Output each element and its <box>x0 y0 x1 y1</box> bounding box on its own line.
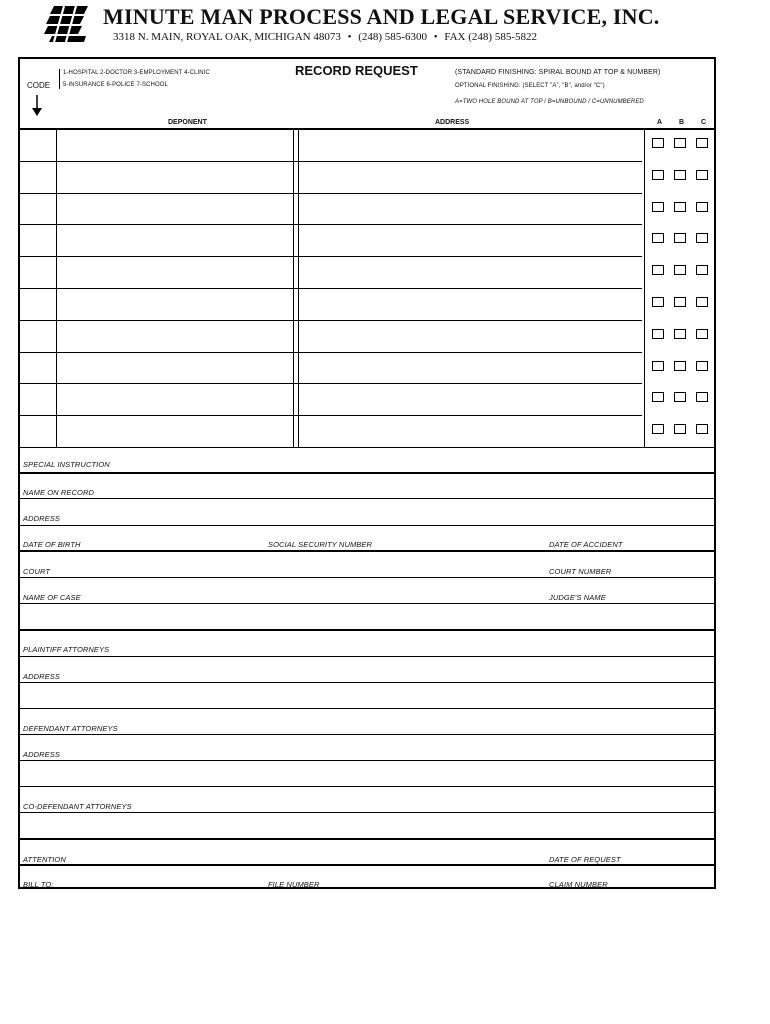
option-c-checkbox[interactable] <box>696 265 708 275</box>
date-of-request-label: DATE OF REQUEST <box>549 855 621 864</box>
defendant-attorneys-label: DEFENDANT ATTORNEYS <box>23 724 118 733</box>
arrow-down-icon <box>32 95 42 117</box>
company-logo <box>44 6 90 42</box>
street-address: 3318 N. MAIN, ROYAL OAK, MICHIGAN 48073 <box>113 31 341 43</box>
option-c-header: C <box>701 119 707 126</box>
phone-number: (248) 585-6300 <box>358 31 427 43</box>
defendant-address-label: ADDRESS <box>23 750 60 759</box>
code-cell[interactable] <box>20 224 56 256</box>
option-b-header: B <box>679 119 685 126</box>
option-b-checkbox[interactable] <box>674 297 686 307</box>
section-rule <box>20 629 714 631</box>
address-cell[interactable] <box>299 224 644 256</box>
special-instruction-label: SPECIAL INSTRUCTION <box>23 460 110 469</box>
option-a-checkbox[interactable] <box>652 392 664 402</box>
address-cell[interactable] <box>299 193 644 225</box>
court-label: COURT <box>23 567 51 576</box>
option-c-checkbox[interactable] <box>696 297 708 307</box>
section-rule <box>20 472 714 474</box>
deponent-cell[interactable] <box>57 224 293 256</box>
bullet-separator: • <box>433 31 438 43</box>
option-b-checkbox[interactable] <box>674 424 686 434</box>
field-rule <box>20 760 714 761</box>
section-rule <box>20 550 714 552</box>
codes-line-2: 5-INSURANCE 6-POLICE 7-SCHOOL <box>63 82 168 88</box>
table-row <box>20 256 714 288</box>
code-cell[interactable] <box>20 161 56 193</box>
deponent-cell[interactable] <box>57 383 293 415</box>
code-label: CODE <box>27 81 51 90</box>
codefendant-attorneys-label: CO-DEFENDANT ATTORNEYS <box>23 802 132 811</box>
file-number-label: FILE NUMBER <box>268 880 320 889</box>
option-a-checkbox[interactable] <box>652 424 664 434</box>
address-cell[interactable] <box>299 288 644 320</box>
bullet-separator: • <box>347 31 352 43</box>
name-of-case-label: NAME OF CASE <box>23 593 81 602</box>
address-cell[interactable] <box>299 256 644 288</box>
option-a-checkbox[interactable] <box>652 202 664 212</box>
option-c-checkbox[interactable] <box>696 424 708 434</box>
address-cell[interactable] <box>299 415 644 447</box>
date-of-birth-label: DATE OF BIRTH <box>23 540 81 549</box>
option-a-checkbox[interactable] <box>652 233 664 243</box>
table-row <box>20 161 714 193</box>
judges-name-label: JUDGE'S NAME <box>549 593 606 602</box>
option-b-checkbox[interactable] <box>674 233 686 243</box>
code-cell[interactable] <box>20 193 56 225</box>
option-c-checkbox[interactable] <box>696 170 708 180</box>
claim-number-label: CLAIM NUMBER <box>549 880 608 889</box>
deponent-cell[interactable] <box>57 193 293 225</box>
deponent-cell[interactable] <box>57 320 293 352</box>
plaintiff-attorneys-label: PLAINTIFF ATTORNEYS <box>23 645 110 654</box>
bill-to-label: BILL TO: <box>23 880 54 889</box>
deponent-cell[interactable] <box>57 288 293 320</box>
address-cell[interactable] <box>299 383 644 415</box>
option-b-checkbox[interactable] <box>674 138 686 148</box>
field-rule <box>20 656 714 657</box>
option-b-checkbox[interactable] <box>674 392 686 402</box>
optional-finishing-note: OPTIONAL FINISHING: (SELECT "A", "B", and/or "C") <box>455 83 605 89</box>
table-row <box>20 352 714 384</box>
company-name: MINUTE MAN PROCESS AND LEGAL SERVICE, INC. <box>103 4 660 29</box>
deponent-cell[interactable] <box>57 161 293 193</box>
section-rule <box>20 838 714 840</box>
field-rule <box>20 577 714 578</box>
option-a-checkbox[interactable] <box>652 138 664 148</box>
standard-finishing-note: (STANDARD FINISHING: SPIRAL BOUND AT TOP & NUMBER) <box>455 69 661 76</box>
code-cell[interactable] <box>20 288 56 320</box>
option-a-checkbox[interactable] <box>652 329 664 339</box>
code-cell[interactable] <box>20 383 56 415</box>
option-b-checkbox[interactable] <box>674 361 686 371</box>
code-cell[interactable] <box>20 352 56 384</box>
form-title: RECORD REQUEST <box>295 63 418 78</box>
address-label: ADDRESS <box>23 514 60 523</box>
field-rule <box>20 682 714 683</box>
option-c-checkbox[interactable] <box>696 392 708 402</box>
date-of-accident-label: DATE OF ACCIDENT <box>549 540 623 549</box>
address-cell[interactable] <box>299 320 644 352</box>
table-row <box>20 129 714 161</box>
deponent-header: DEPONENT <box>168 119 207 126</box>
court-number-label: COURT NUMBER <box>549 567 612 576</box>
option-a-header: A <box>657 119 663 126</box>
address-cell[interactable] <box>299 129 644 161</box>
option-a-checkbox[interactable] <box>652 297 664 307</box>
table-row <box>20 224 714 256</box>
option-b-checkbox[interactable] <box>674 170 686 180</box>
option-a-checkbox[interactable] <box>652 265 664 275</box>
deponent-cell[interactable] <box>57 352 293 384</box>
address-cell[interactable] <box>299 352 644 384</box>
plaintiff-address-label: ADDRESS <box>23 672 60 681</box>
table-row <box>20 193 714 225</box>
code-cell[interactable] <box>20 320 56 352</box>
codes-line-1: 1-HOSPITAL 2-DOCTOR 3-EMPLOYMENT 4-CLINIC <box>63 70 210 76</box>
field-rule <box>20 786 714 787</box>
deponent-cell[interactable] <box>57 256 293 288</box>
attention-label: ATTENTION <box>23 855 66 864</box>
field-rule <box>20 812 714 813</box>
table-bottom-rule <box>20 447 714 448</box>
deponent-cell[interactable] <box>57 415 293 447</box>
section-rule <box>20 864 714 866</box>
option-c-checkbox[interactable] <box>696 202 708 212</box>
field-rule <box>20 525 714 526</box>
field-rule <box>20 498 714 499</box>
field-rule <box>20 708 714 709</box>
table-row <box>20 320 714 352</box>
fax-number: FAX (248) 585-5822 <box>444 31 537 43</box>
option-c-checkbox[interactable] <box>696 138 708 148</box>
option-a-checkbox[interactable] <box>652 361 664 371</box>
option-c-checkbox[interactable] <box>696 329 708 339</box>
code-cell[interactable] <box>20 256 56 288</box>
field-rule <box>20 603 714 604</box>
code-bracket <box>59 69 60 89</box>
address-cell[interactable] <box>299 161 644 193</box>
deponent-cell[interactable] <box>57 129 293 161</box>
record-request-form <box>18 57 716 889</box>
option-b-checkbox[interactable] <box>674 265 686 275</box>
company-contact <box>113 31 537 43</box>
finishing-options-key: A=TWO HOLE BOUND AT TOP / B=UNBOUND / C=UNNUMBERED <box>455 99 644 105</box>
option-c-checkbox[interactable] <box>696 361 708 371</box>
name-on-record-label: NAME ON RECORD <box>23 488 94 497</box>
option-a-checkbox[interactable] <box>652 170 664 180</box>
option-b-checkbox[interactable] <box>674 329 686 339</box>
code-cell[interactable] <box>20 415 56 447</box>
ssn-label: SOCIAL SECURITY NUMBER <box>268 540 373 549</box>
option-b-checkbox[interactable] <box>674 202 686 212</box>
field-rule <box>20 734 714 735</box>
option-c-checkbox[interactable] <box>696 233 708 243</box>
address-header: ADDRESS <box>435 119 470 126</box>
table-row <box>20 288 714 320</box>
code-cell[interactable] <box>20 129 56 161</box>
table-row <box>20 383 714 415</box>
table-row <box>20 415 714 447</box>
